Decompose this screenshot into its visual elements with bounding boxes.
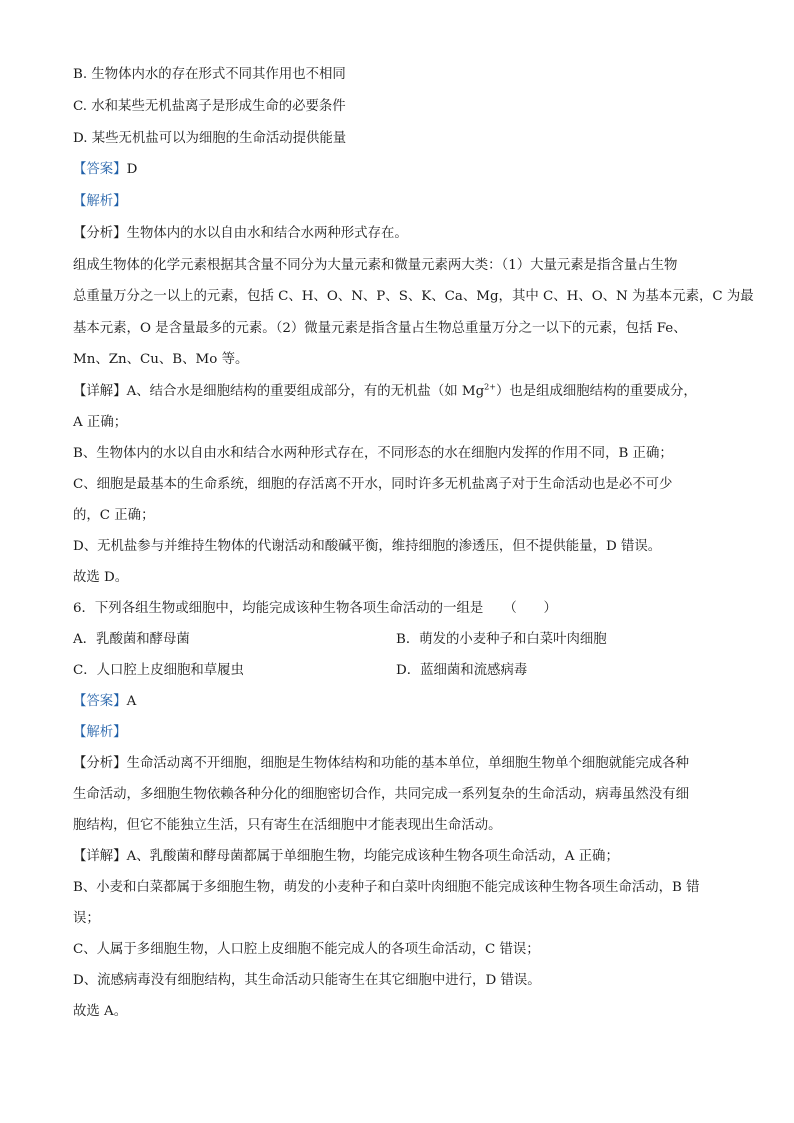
- q6-option-a: A．乳酸菌和酵母菌: [73, 632, 190, 647]
- q5-answer: [73, 161, 137, 179]
- detail-a-post: ）也是组成细胞结构的重要成分，: [495, 384, 697, 399]
- fenxi-text: 生命活动离不开细胞，细胞是生物体结构和功能的基本单位，单细胞生物单个细胞就能完成各种: [126, 756, 689, 771]
- q5-detail-b: B、生物体内的水以自由水和结合水两种形式存在，不同形态的水在细胞内发挥的作用不同，B 正确；: [73, 446, 673, 461]
- q5-para1-line1: 组成生物体的化学元素根据其含量不同分为大量元素和微量元素两大类：（1）大量元素是指含量占生物: [73, 258, 678, 273]
- answer-value: A: [126, 694, 137, 709]
- q6-conclusion: 故选 A。: [73, 1004, 128, 1019]
- q6-answer: [73, 693, 136, 711]
- answer-tag: 【答案】: [73, 162, 127, 177]
- q5-option-c: C. 水和某些无机盐离子是形成生命的必要条件: [73, 99, 346, 114]
- q5-para1-line4: Mn、Zn、Cu、B、Mo 等。: [73, 352, 249, 367]
- detail-a-text: A、乳酸菌和酵母菌都属于单细胞生物，均能完成该种生物各项生命活动，A 正确；: [126, 849, 619, 864]
- q6-stem: 6．下列各组生物或细胞中，均能完成该种生物各项生命活动的一组是 （ ）: [73, 601, 557, 616]
- q5-para1-line3: 基本元素，O 是含量最多的元素。（2）微量元素是指含量占生物总重量万分之一以下的元素，包括 Fe、: [73, 321, 687, 336]
- detail-tag: 【详解】: [73, 384, 127, 399]
- detail-a-superscript: 2+: [484, 382, 496, 392]
- q5-detail-a: [73, 383, 697, 401]
- q5-fenxi: [73, 225, 408, 243]
- detail-tag: 【详解】: [73, 849, 127, 864]
- q6-detail-c: C、人属于多细胞生物，人口腔上皮细胞不能完成人的各项生命活动，C 错误；: [73, 942, 540, 957]
- q5-option-d: D. 某些无机盐可以为细胞的生命活动提供能量: [73, 131, 347, 146]
- answer-tag: 【答案】: [73, 694, 127, 709]
- q6-fenxi-line1: [73, 755, 689, 773]
- q5-para1-line2: 总重量万分之一以上的元素，包括 C、H、O、N、P、S、K、Ca、Mg，其中 C、H、O、N 为基本元素，C 为最: [73, 289, 754, 304]
- q6-detail-b-line1: B、小麦和白菜都属于多细胞生物，萌发的小麦种子和白菜叶肉细胞不能完成该种生物各项生命活动，B 错: [73, 880, 700, 895]
- q5-detail-d: D、无机盐参与并维持生物体的代谢活动和酸碱平衡，维持细胞的渗透压，但不提供能量，D 错误。: [73, 539, 662, 554]
- q5-option-b: B. 生物体内水的存在形式不同其作用也不相同: [73, 67, 346, 82]
- q6-option-b: B．萌发的小麦种子和白菜叶肉细胞: [396, 632, 607, 647]
- q6-detail-d: D、流感病毒没有细胞结构，其生命活动只能寄生在其它细胞中进行，D 错误。: [73, 973, 541, 988]
- q5-detail-c-line1: C、细胞是最基本的生命系统，细胞的存活离不开水，同时许多无机盐离子对于生命活动也是必不可少: [73, 477, 673, 492]
- q6-fenxi-line3: 胞结构，但它不能独立生活，只有寄生在活细胞中才能表现出生命活动。: [73, 818, 502, 833]
- answer-value: D: [126, 162, 138, 177]
- q6-analysis-tag: 【解析】: [73, 725, 127, 740]
- detail-a-pre: A、结合水是细胞结构的重要组成部分，有的无机盐（如 Mg: [126, 384, 485, 399]
- q5-analysis-tag: 【解析】: [73, 194, 127, 209]
- q6-option-d: D．蓝细菌和流感病毒: [396, 663, 528, 678]
- q6-fenxi-line2: 生命活动，多细胞生物依赖各种分化的细胞密切合作，共同完成一系列复杂的生命活动，病毒虽然没有细: [73, 787, 689, 802]
- fenxi-tag: 【分析】: [73, 226, 127, 241]
- fenxi-tag: 【分析】: [73, 756, 127, 771]
- q5-detail-a-cont: A 正确；: [73, 415, 128, 430]
- q5-detail-c-line2: 的，C 正确；: [73, 508, 155, 523]
- q6-detail-b-line2: 误；: [73, 911, 100, 926]
- q6-option-c: C．人口腔上皮细胞和草履虫: [73, 663, 244, 678]
- q5-conclusion: 故选 D。: [73, 570, 129, 585]
- fenxi-text: 生物体内的水以自由水和结合水两种形式存在。: [126, 226, 408, 241]
- q6-detail-a: [73, 848, 619, 866]
